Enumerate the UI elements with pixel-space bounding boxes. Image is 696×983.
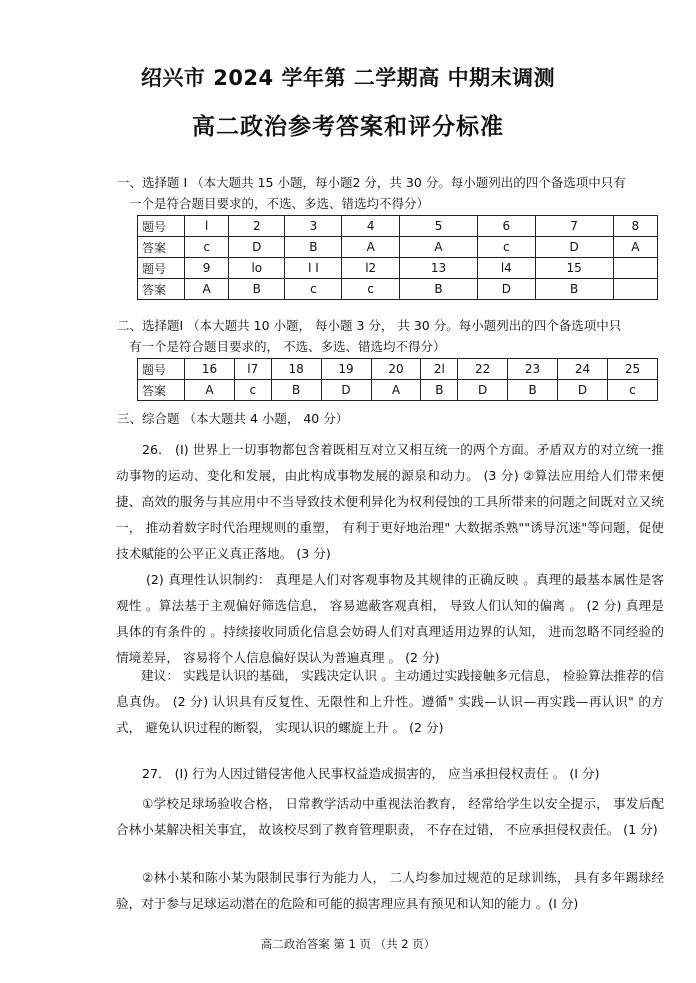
page-footer: 高二政治答案 第 1 页 （共 2 页） [260, 937, 436, 951]
table-cell: c [607, 380, 657, 401]
table-row [138, 279, 658, 300]
table-cell: D [321, 380, 371, 401]
answer-table-2 [137, 358, 658, 401]
section2-line2: 有一个是符合题目要求的， 不选、多选、错选均不得分） [129, 339, 446, 354]
table-cell: 23 [508, 359, 558, 380]
table-row [138, 216, 658, 237]
table-cell: 16 [185, 359, 235, 380]
table-row-header: 答案 [138, 279, 185, 300]
table-cell: 22 [458, 359, 508, 380]
table-cell: 5 [399, 216, 477, 237]
q26-part1: 26． (I) 世界上一切事物都包含着既相互对立又相互统一的两个方面。矛盾双方的对立统一推动事物的运动、变化和发展，由此构成事物发展的源泉和动力。 (3 分) ②算法应用给人们带来便捷、高效的服务与其应用中不当导致技术便利异化为权利侵蚀的工具所带来的问题之间既对立又统一， 推动着数字时代治理规则的重塑， 有利于更好地治理" 大数据杀熟""诱导沉迷"等问题，促使技术赋能的公平正义真正落地。 (3 分) [116, 442, 664, 561]
table-cell: 20 [371, 359, 421, 380]
section1-line2: 一个是符合题目要求的，不选、多选、错选均不得分） [129, 196, 430, 211]
q26-part2: (2) 真理性认识制约： 真理是人们对客观事物及其规律的正确反映 。真理的最基本属性是客观性 。算法基于主观偏好筛选信息， 容易遮蔽客观真相， 导致人们认知的偏离 。 (2 分) 真理是具体的有条件的 。持续接收同质化信息会妨碍人们对真理适用边界的认知， 进而忽略不同经验的情境差异， 容易将个人信息偏好误认为普遍真理 。 (2 分) [116, 572, 664, 665]
table-cell: A [185, 279, 229, 300]
table-cell: c [478, 237, 535, 258]
table-cell: 18 [271, 359, 321, 380]
table-cell: c [285, 279, 342, 300]
table-row-header: 答案 [138, 380, 185, 401]
table-cell: A [371, 380, 421, 401]
table-cell: B [421, 380, 458, 401]
table-cell: lo [229, 258, 285, 279]
table-cell: l4 [478, 258, 535, 279]
answer-table-1 [137, 215, 658, 300]
table-cell: 2 [229, 216, 285, 237]
table-cell: B [399, 279, 477, 300]
table-row-header: 题号 [138, 216, 185, 237]
table-cell: 8 [613, 216, 657, 237]
document-subtitle: 高二政治参考答案和评分标准 [192, 114, 504, 140]
table-row [138, 359, 658, 380]
table-cell: D [558, 380, 608, 401]
table-cell: D [535, 237, 613, 258]
table-cell: c [342, 279, 399, 300]
table-cell: B [508, 380, 558, 401]
table-cell: 24 [558, 359, 608, 380]
table-cell: B [229, 279, 285, 300]
table-cell: D [478, 279, 535, 300]
table-cell: B [271, 380, 321, 401]
table-cell: 25 [607, 359, 657, 380]
section2-line1: 二、选择题I （本大题共 10 小题， 每小题 3 分， 共 30 分。每小题列出的四个备选项中只 [117, 318, 622, 333]
table-cell [613, 279, 657, 300]
table-cell: A [185, 380, 235, 401]
section3-instructions [117, 408, 667, 429]
table-cell: 19 [321, 359, 371, 380]
table-cell: l7 [234, 359, 271, 380]
table-row-header: 题号 [138, 359, 185, 380]
table-cell: B [285, 237, 342, 258]
table-cell: 4 [342, 216, 399, 237]
table-cell: l2 [342, 258, 399, 279]
table-cell: c [234, 380, 271, 401]
section2-instructions [117, 315, 667, 357]
table-cell: c [185, 237, 229, 258]
table-cell [613, 258, 657, 279]
document-title: 绍兴市 2024 学年第 二学期高 中期末调测 [140, 66, 556, 90]
table-cell: 6 [478, 216, 535, 237]
table-cell: 15 [535, 258, 613, 279]
table-row-header: 题号 [138, 258, 185, 279]
table-cell: A [342, 237, 399, 258]
section3-line1: 三、综合题 （本大题共 4 小题， 40 分） [117, 411, 349, 426]
section1-line1: 一、选择题 I （本大题共 15 小题，每小题2 分，共 30 分。每小题列出的四个备选项中只有 [117, 175, 626, 190]
table-cell: I I [285, 258, 342, 279]
table-cell: B [535, 279, 613, 300]
table-cell: D [229, 237, 285, 258]
table-cell: 9 [185, 258, 229, 279]
table-cell: D [458, 380, 508, 401]
table-row [138, 237, 658, 258]
table-cell: A [613, 237, 657, 258]
q27-point1: ①学校足球场验收合格， 日常教学活动中重视法治教育， 经常给学生以安全提示， 事发后配合林小某解决相关事宜， 故该校尽到了教育管理职责， 不存在过错， 不应承担侵权责任。 (1 分) [116, 796, 664, 837]
q26-suggestion: 建议： 实践是认识的基础， 实践决定认识 。主动通过实践接触多元信息， 检验算法推荐的信息真伪。 (2 分) 认识具有反复性、无限性和上升性。遵循" 实践—认识—再实践—再认识" 的方式， 避免认识过程的断裂， 实现认识的螺旋上升 。 (2 分) [116, 668, 664, 735]
q27-part1: 27． (I) 行为人因过错侵害他人民事权益造成损害的， 应当承担侵权责任 。 (I 分) [142, 766, 600, 781]
q27-point2: ②林小某和陈小某为限制民事行为能力人， 二人均参加过规范的足球训练， 具有多年踢球经验，对于参与足球运动潜在的危险和可能的损害理应具有预见和认知的能力 。(I 分) [116, 870, 664, 911]
table-cell: 13 [399, 258, 477, 279]
table-cell: 7 [535, 216, 613, 237]
table-row [138, 258, 658, 279]
section1-instructions [117, 172, 667, 214]
table-row [138, 380, 658, 401]
table-cell: 2l [421, 359, 458, 380]
table-cell: l [185, 216, 229, 237]
table-cell: A [399, 237, 477, 258]
table-cell: 3 [285, 216, 342, 237]
table-row-header: 答案 [138, 237, 185, 258]
